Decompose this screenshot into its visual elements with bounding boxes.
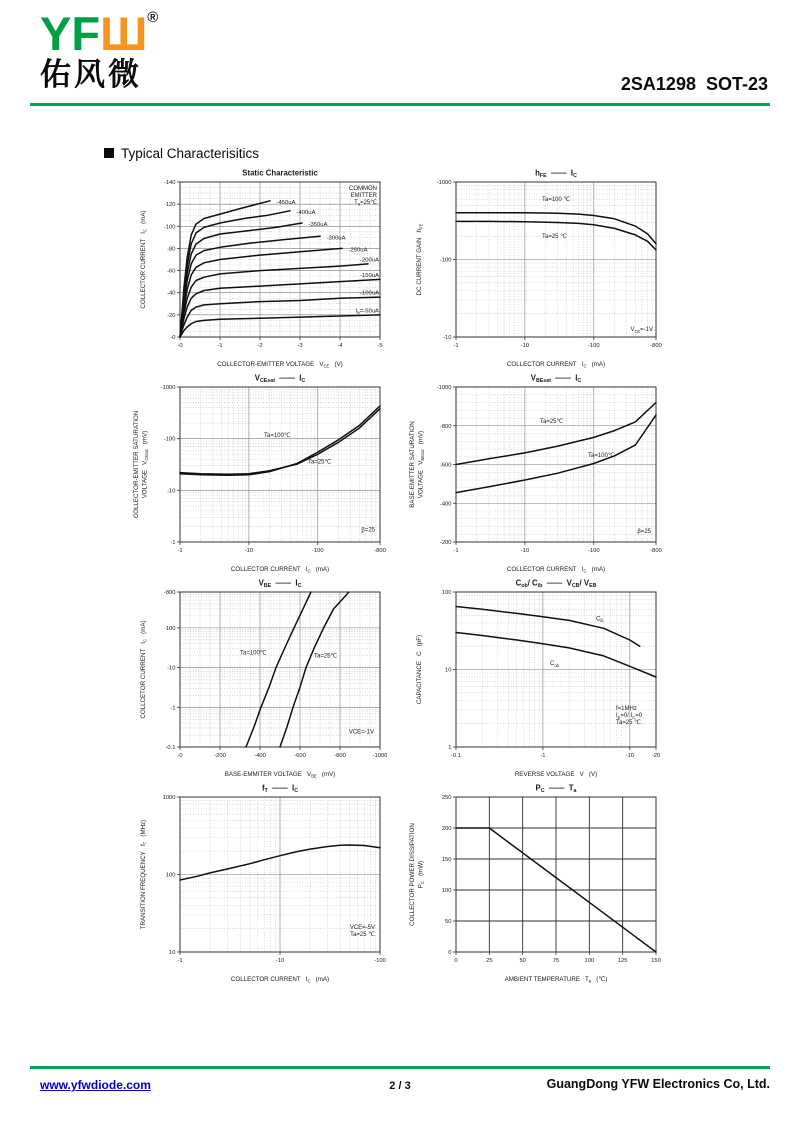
logo-chinese-text: 佑风微 bbox=[40, 57, 142, 92]
svg-text:0: 0 bbox=[454, 958, 458, 964]
svg-text:Ta=25 ℃: Ta=25 ℃ bbox=[350, 932, 375, 939]
svg-text:-20: -20 bbox=[651, 753, 661, 759]
svg-text:IB=-50uA: $I_B=-50uA$ bbox=[355, 308, 379, 316]
chart-pc-vs-ta bbox=[408, 781, 673, 986]
svg-text:REVERSE VOLTAGE V (V): REVERSE VOLTAGE V (V) bbox=[514, 771, 598, 778]
svg-text:-1000: -1000 bbox=[160, 385, 176, 391]
svg-text:-100: -100 bbox=[311, 548, 324, 554]
svg-text:250: 250 bbox=[441, 795, 452, 801]
svg-text:10: 10 bbox=[169, 950, 176, 956]
svg-text:-800: -800 bbox=[650, 548, 662, 554]
svg-text:100: 100 bbox=[584, 958, 595, 964]
svg-text:Cob: $C_{ob}$ bbox=[550, 661, 559, 668]
svg-text:Static Characteristic: Static Characteristic bbox=[242, 168, 318, 178]
page-number: 2 / 3 bbox=[389, 1080, 411, 1092]
svg-text:-1000: -1000 bbox=[436, 180, 452, 186]
svg-text:COLLECTOR CURRENT IC (mA): COLLECTOR CURRENT $I_C$ (mA) bbox=[140, 210, 148, 309]
svg-text:-100: -100 bbox=[587, 548, 600, 554]
svg-text:hFE —— IC: $h_{FE}$ —— $I_C$ bbox=[535, 168, 577, 180]
footer-rule bbox=[30, 1066, 770, 1069]
svg-text:-140: -140 bbox=[163, 180, 176, 186]
svg-text:-100: -100 bbox=[163, 625, 176, 632]
svg-text:Ta=25℃: Ta=25℃ bbox=[308, 459, 332, 466]
svg-text:VCE=-1V: $V_{CE}=-1V$ bbox=[630, 327, 653, 334]
svg-text:Ta=25℃: Ta=25℃ bbox=[314, 653, 338, 660]
svg-text:BASE-EMMITER VOLTAGE VBE (: BASE-EMMITER VOLTAGE $V_{BE}$ (mV) bbox=[224, 771, 336, 779]
svg-text:1: 1 bbox=[448, 745, 452, 751]
svg-text:-3: -3 bbox=[297, 343, 303, 349]
svg-text:125: 125 bbox=[617, 958, 628, 964]
svg-text:-1: -1 bbox=[177, 958, 183, 964]
svg-text:-0.1: -0.1 bbox=[165, 745, 176, 751]
svg-text:0: 0 bbox=[448, 950, 452, 956]
svg-text:Ta=25℃: $T_a=25℃$ bbox=[354, 200, 377, 207]
svg-text:-10: -10 bbox=[625, 753, 635, 759]
chart-ft-vs-ic bbox=[132, 781, 397, 986]
svg-text:-200: -200 bbox=[439, 540, 452, 546]
svg-text:50: 50 bbox=[519, 958, 526, 964]
svg-text:-10: -10 bbox=[244, 548, 254, 554]
svg-text:VBEsat —— IC: $V_{BEsat}$ —— $I_C$ bbox=[530, 373, 582, 385]
company-name: GuangDong YFW Electronics Co, Ltd. bbox=[546, 1077, 770, 1091]
svg-text:-40: -40 bbox=[167, 290, 176, 297]
svg-text:-300uA: -300uA bbox=[326, 235, 346, 242]
svg-text:COLLECTOR CURRENT IC (mA): COLLECTOR CURRENT $I_C$ (mA) bbox=[230, 976, 330, 984]
header-rule bbox=[30, 103, 770, 106]
svg-text:-150uA: -150uA bbox=[360, 273, 379, 279]
svg-text:150: 150 bbox=[651, 958, 661, 964]
svg-text:BASE-EMITTER SATURATION: BASE-EMITTER SATURATION bbox=[409, 421, 416, 508]
svg-text:200: 200 bbox=[441, 826, 452, 832]
svg-text:-120: -120 bbox=[163, 202, 176, 209]
logo-text-yf: YF bbox=[40, 7, 101, 60]
svg-text:-600: -600 bbox=[294, 753, 306, 759]
section-title bbox=[104, 146, 259, 161]
svg-text:-0: -0 bbox=[177, 753, 183, 759]
svg-text:-20: -20 bbox=[167, 312, 176, 319]
svg-text:-100: -100 bbox=[374, 958, 386, 964]
svg-text:-10: -10 bbox=[275, 958, 285, 964]
svg-text:COLLECTOR CURRENT IC (mA): COLLECTOR CURRENT $I_C$ (mA) bbox=[506, 361, 606, 369]
svg-text:COLLECTOR-EMITTER SATURATION: COLLECTOR-EMITTER SATURATION bbox=[133, 410, 140, 519]
svg-text:Ta=25 ℃: Ta=25 ℃ bbox=[542, 234, 567, 241]
svg-text:Ta=100℃: Ta=100℃ bbox=[264, 432, 291, 439]
svg-text:β=25: β=25 bbox=[637, 529, 651, 536]
svg-text:VCEsat —— IC: $V_{CEsat}$ —— $I_C$ bbox=[254, 373, 306, 385]
svg-text:150: 150 bbox=[441, 857, 452, 863]
svg-text:COLLECTOR CURRENT IC (mA): COLLECTOR CURRENT $I_C$ (mA) bbox=[506, 566, 606, 574]
svg-text:-5: -5 bbox=[377, 343, 383, 349]
svg-text:-1: -1 bbox=[217, 343, 223, 349]
svg-text:-0.1: -0.1 bbox=[451, 753, 461, 759]
svg-text:-1: -1 bbox=[170, 540, 176, 546]
svg-text:-10: -10 bbox=[443, 335, 452, 341]
svg-text:Cib: $C_{ib}$ bbox=[596, 616, 604, 623]
svg-text:-1: -1 bbox=[177, 548, 183, 554]
website-link[interactable]: www.yfwdiode.com bbox=[40, 1078, 151, 1092]
svg-text:-400: -400 bbox=[254, 753, 266, 759]
chart-static-characteristic bbox=[132, 166, 397, 371]
svg-text:-200: -200 bbox=[214, 753, 226, 759]
svg-text:VBE —— IC: $V_{BE}$ —— $I_C$ bbox=[258, 578, 302, 590]
svg-text:-0: -0 bbox=[170, 335, 176, 341]
svg-text:75: 75 bbox=[552, 958, 560, 964]
svg-text:-1: -1 bbox=[453, 343, 459, 349]
svg-text:Ta=25 ℃: Ta=25 ℃ bbox=[616, 720, 641, 727]
svg-text:-60: -60 bbox=[167, 268, 176, 275]
svg-text:-800: -800 bbox=[439, 423, 452, 430]
svg-text:50: 50 bbox=[445, 919, 452, 925]
svg-text:-80: -80 bbox=[167, 246, 176, 253]
svg-text:-10: -10 bbox=[520, 343, 530, 349]
svg-text:-1000: -1000 bbox=[372, 753, 388, 759]
svg-text:-400: -400 bbox=[439, 501, 452, 508]
svg-text:IE=0/ IC=0: $I_E=0/$ $I_C=0$ bbox=[616, 713, 643, 720]
svg-text:-800: -800 bbox=[163, 590, 176, 596]
svg-text:COLLECTOR POWER DISSIPATION: COLLECTOR POWER DISSIPATION bbox=[409, 823, 416, 926]
svg-text:-800: -800 bbox=[334, 753, 346, 759]
svg-text:VCE=-1V: VCE=-1V bbox=[348, 729, 374, 736]
svg-text:1000: 1000 bbox=[162, 795, 176, 801]
svg-text:-1000: -1000 bbox=[436, 385, 452, 391]
svg-text:-2: -2 bbox=[257, 343, 263, 349]
section-bullet-icon bbox=[104, 148, 114, 158]
svg-text:PC (mW): $P_C$ (mW) bbox=[417, 860, 426, 889]
svg-text:DC CURRENT GAIN hFE: DC CURRENT GAIN $h_{FE}$ bbox=[416, 223, 424, 296]
svg-text:TRANSITION FREQUENCY fT (M: TRANSITION FREQUENCY $f_T$ (MHz) bbox=[140, 819, 148, 930]
svg-text:Ta=100℃: Ta=100℃ bbox=[240, 650, 267, 657]
svg-text:-10: -10 bbox=[520, 548, 530, 554]
svg-text:CAPACITANCE C (pF): CAPACITANCE C (pF) bbox=[416, 634, 423, 705]
svg-text:100: 100 bbox=[165, 872, 176, 879]
svg-text:EMITTER: EMITTER bbox=[350, 193, 377, 200]
chart-hfe-vs-ic bbox=[408, 166, 673, 371]
svg-text:Ta=25℃: Ta=25℃ bbox=[540, 419, 564, 425]
chart-vcesat-vs-ic bbox=[132, 371, 397, 576]
svg-text:COMMON: COMMON bbox=[349, 186, 377, 193]
svg-text:-400uA: -400uA bbox=[296, 209, 316, 216]
svg-text:10: 10 bbox=[445, 667, 452, 674]
svg-text:-1: -1 bbox=[170, 705, 176, 712]
svg-text:-800: -800 bbox=[650, 343, 662, 349]
doc-title: 2SA1298 SOT-23 bbox=[620, 74, 768, 94]
svg-text:Ta=100℃: Ta=100℃ bbox=[588, 453, 615, 460]
svg-text:Cob/ Cib —— VCB/ VEB: $C_{ob}/$ $C_{ib}$ —— $V_{CB}/$ $V_{EB}$ bbox=[515, 578, 597, 590]
svg-text:-100: -100 bbox=[163, 224, 176, 231]
registered-mark-icon: ® bbox=[147, 9, 159, 26]
svg-text:COLLCETOR CURRENT IC (mA): COLLCETOR CURRENT $I_C$ (mA) bbox=[140, 620, 148, 719]
svg-text:-4: -4 bbox=[337, 343, 343, 349]
svg-text:β=25: β=25 bbox=[361, 527, 375, 534]
svg-text:100: 100 bbox=[441, 590, 452, 596]
svg-text:COLLECTOR CURRENT IC (mA): COLLECTOR CURRENT $I_C$ (mA) bbox=[230, 566, 330, 574]
svg-text:Ta=100 ℃: Ta=100 ℃ bbox=[542, 196, 571, 203]
chart-vbesat-vs-ic bbox=[408, 371, 673, 576]
svg-text:PC —— Ta: $P_C$ —— $T_a$ bbox=[535, 783, 577, 795]
svg-text:f=1MHz: f=1MHz bbox=[616, 706, 637, 713]
svg-text:VOLTAGE VBEsat (mV): VOLTAGE $V_{BEsat}$ (mV) bbox=[417, 430, 426, 499]
svg-text:-350uA: -350uA bbox=[308, 222, 328, 229]
svg-text:-800: -800 bbox=[374, 548, 386, 554]
svg-text:-100: -100 bbox=[439, 257, 452, 264]
svg-text:-0: -0 bbox=[177, 343, 183, 349]
svg-text:-100uA: -100uA bbox=[360, 290, 379, 297]
brand-logo bbox=[40, 7, 159, 92]
svg-text:COLLECTOR-EMITTER VOLTAGE VC: COLLECTOR-EMITTER VOLTAGE $V_{CE}$ (V) bbox=[217, 361, 343, 369]
logo-text-w: Ш bbox=[100, 7, 148, 60]
section-title-label: Typical Characterisitics bbox=[121, 146, 260, 161]
svg-text:fT —— IC: $f_T$ —— $I_C$ bbox=[261, 783, 299, 795]
svg-text:-1: -1 bbox=[540, 753, 546, 759]
svg-text:-100: -100 bbox=[163, 436, 176, 443]
chart-capacitance-vs-voltage bbox=[408, 576, 673, 781]
chart-vbe-vs-ic bbox=[132, 576, 397, 781]
svg-text:-450uA: -450uA bbox=[276, 199, 296, 206]
svg-text:25: 25 bbox=[486, 958, 493, 964]
svg-text:-100: -100 bbox=[587, 343, 600, 349]
svg-text:-10: -10 bbox=[167, 488, 176, 495]
svg-text:-600: -600 bbox=[439, 462, 452, 469]
svg-text:-200uA: -200uA bbox=[360, 257, 379, 264]
svg-text:-10: -10 bbox=[167, 665, 176, 672]
svg-text:AMBIENT TEMPERATURE Ta (℃): AMBIENT TEMPERATURE $T_a$ (℃) bbox=[504, 976, 608, 984]
svg-text:-250uA: -250uA bbox=[348, 247, 368, 254]
svg-text:100: 100 bbox=[441, 888, 452, 894]
svg-text:VCE=-5V: VCE=-5V bbox=[349, 925, 375, 932]
svg-text:VOLTAGE VCEsat (mV): VOLTAGE $V_{CEsat}$ (mV) bbox=[141, 430, 150, 499]
svg-text:-1: -1 bbox=[453, 548, 459, 554]
